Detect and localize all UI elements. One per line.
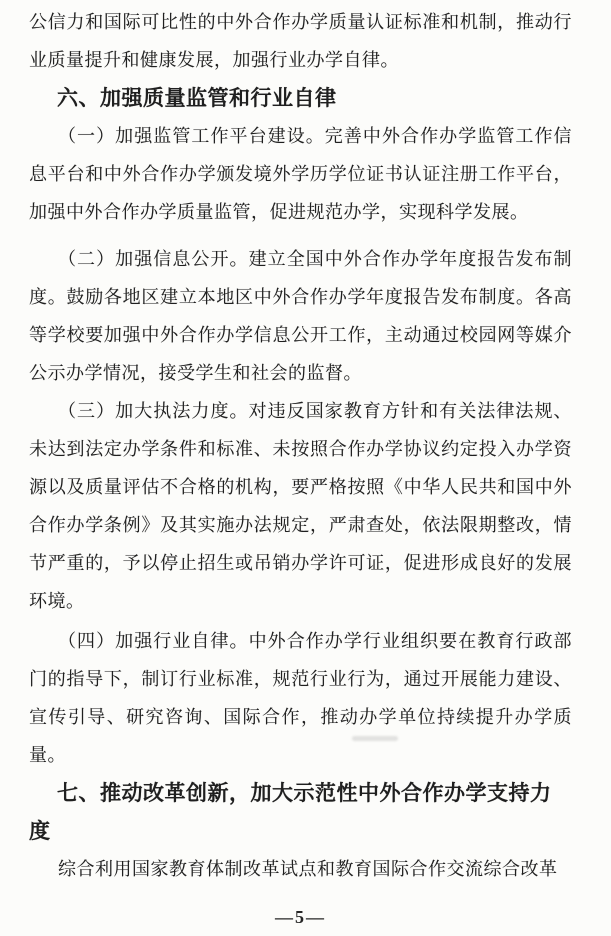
page-number: —5— <box>275 907 326 927</box>
text-line: 公信力和国际可比性的中外合作办学质量认证标准和机制，推动行 <box>29 12 572 32</box>
text-line: 合作办学条例》及其实施办法规定，严肃查处，依法限期整改，情 <box>29 515 572 535</box>
text-line: 未达到法定办学条件和标准、未按照合作办学协议约定投入办学资 <box>29 439 572 459</box>
text-line: 源以及质量评估不合格的机构，要严格按照《中华人民共和国中外 <box>29 477 572 497</box>
text-line: 环境。 <box>29 591 85 611</box>
text-line: （三）加大执法力度。对违反国家教育方针和有关法律法规、 <box>58 401 572 421</box>
text-line: 宣传引导、研究咨询、国际合作，推动办学单位持续提升办学质量。 <box>29 707 572 765</box>
text-line: （二）加强信息公开。建立全国中外合作办学年度报告发布制 <box>58 249 572 269</box>
text-line: 息平台和中外合作办学颁发境外学历学位证书认证注册工作平台， <box>29 164 572 184</box>
text-line: （一）加强监管工作平台建设。完善中外合作办学监管工作信 <box>58 126 572 146</box>
section-heading-6: 六、加强质量监管和行业自律 <box>57 86 337 110</box>
text-line: 度。鼓励各地区建立本地区中外合作办学年度报告发布制度。各高 <box>29 287 572 307</box>
text-line: 门的指导下，制订行业标准，规范行业行为，通过开展能力建设、 <box>29 669 572 689</box>
text-line: 业质量提升和健康发展，加强行业办学自律。 <box>29 50 399 70</box>
section-heading-7: 七、推动改革创新，加大示范性中外合作办学支持力度 <box>29 781 552 843</box>
text-line: 加强中外合作办学质量监管，促进规范办学，实现科学发展。 <box>29 202 529 222</box>
text-line: 节严重的，予以停止招生或吊销办学许可证，促进形成良好的发展 <box>29 553 572 573</box>
scan-artifact <box>352 736 398 741</box>
text-line: 等学校要加强中外合作办学信息公开工作，主动通过校园网等媒介 <box>29 325 572 345</box>
text-line: 公示办学情况，接受学生和社会的监督。 <box>29 363 362 383</box>
text-line: （四）加强行业自律。中外合作办学行业组织要在教育行政部 <box>58 631 572 651</box>
text-line: 综合利用国家教育体制改革试点和教育国际合作交流综合改革 <box>58 859 558 879</box>
